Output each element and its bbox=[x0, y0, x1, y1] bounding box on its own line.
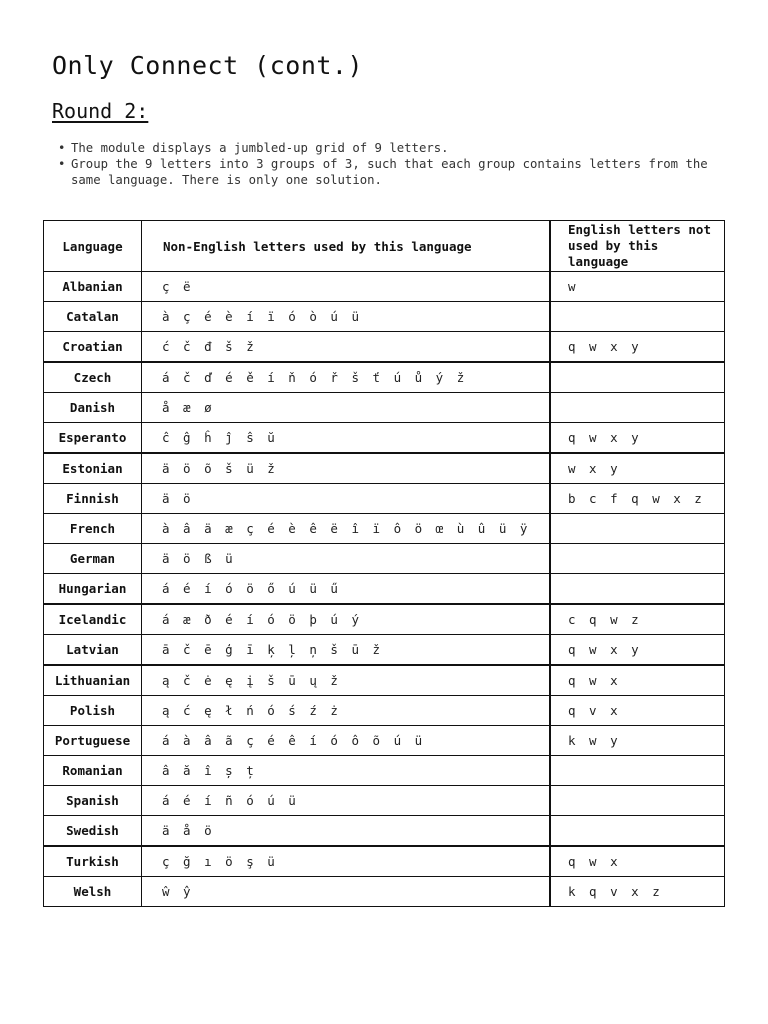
table-row bbox=[44, 877, 725, 907]
table-body bbox=[44, 272, 725, 907]
table-row bbox=[44, 574, 725, 605]
column-header-english-letters-not-used: English letters not used by this language bbox=[550, 221, 725, 272]
non-english-letters-cell: á č ď é ě í ň ó ř š ť ú ů ý ž bbox=[142, 362, 551, 393]
english-letters-not-used-cell: w x y bbox=[550, 453, 725, 484]
table-row bbox=[44, 362, 725, 393]
non-english-letters-cell: ä ö ß ü bbox=[142, 544, 551, 574]
english-letters-not-used-cell: k q v x z bbox=[550, 877, 725, 907]
english-letters-not-used-cell: q v x bbox=[550, 696, 725, 726]
table-row bbox=[44, 453, 725, 484]
english-letters-not-used-cell bbox=[550, 816, 725, 847]
non-english-letters-cell: á æ ð é í ó ö þ ú ý bbox=[142, 604, 551, 635]
table-row bbox=[44, 756, 725, 786]
table-row bbox=[44, 302, 725, 332]
non-english-letters-cell: ä å ö bbox=[142, 816, 551, 847]
language-name-cell: Welsh bbox=[44, 877, 142, 907]
non-english-letters-cell: à â ä æ ç é è ê ë î ï ô ö œ ù û ü ÿ bbox=[142, 514, 551, 544]
language-name-cell: Swedish bbox=[44, 816, 142, 847]
language-name-cell: Lithuanian bbox=[44, 665, 142, 696]
table-row bbox=[44, 423, 725, 454]
language-name-cell: Latvian bbox=[44, 635, 142, 666]
non-english-letters-cell: á à â ã ç é ê í ó ô õ ú ü bbox=[142, 726, 551, 756]
table-row bbox=[44, 635, 725, 666]
english-letters-not-used-cell bbox=[550, 756, 725, 786]
table-row bbox=[44, 786, 725, 816]
non-english-letters-cell: ç ğ ı ö ş ü bbox=[142, 846, 551, 877]
language-name-cell: Catalan bbox=[44, 302, 142, 332]
language-name-cell: Hungarian bbox=[44, 574, 142, 605]
english-letters-not-used-cell: b c f q w x z bbox=[550, 484, 725, 514]
non-english-letters-cell: ć č đ š ž bbox=[142, 332, 551, 363]
english-letters-not-used-cell bbox=[550, 574, 725, 605]
non-english-letters-cell: ŵ ŷ bbox=[142, 877, 551, 907]
english-letters-not-used-cell bbox=[550, 544, 725, 574]
rule-item: • Group the 9 letters into 3 groups of 3, such that each group contains letters from the same language. There is only one solution. bbox=[56, 156, 724, 188]
table-row bbox=[44, 484, 725, 514]
english-letters-not-used-cell: q w x y bbox=[550, 635, 725, 666]
non-english-letters-cell: ä ö õ š ü ž bbox=[142, 453, 551, 484]
page-title: Only Connect (cont.) bbox=[52, 51, 364, 80]
language-name-cell: Polish bbox=[44, 696, 142, 726]
table-row bbox=[44, 846, 725, 877]
language-name-cell: Danish bbox=[44, 393, 142, 423]
table-row bbox=[44, 393, 725, 423]
english-letters-not-used-cell: q w x bbox=[550, 846, 725, 877]
table-row bbox=[44, 272, 725, 302]
language-name-cell: French bbox=[44, 514, 142, 544]
english-letters-not-used-cell bbox=[550, 786, 725, 816]
language-name-cell: Albanian bbox=[44, 272, 142, 302]
language-name-cell: Estonian bbox=[44, 453, 142, 484]
table-row bbox=[44, 816, 725, 847]
language-name-cell: Portuguese bbox=[44, 726, 142, 756]
language-name-cell: Romanian bbox=[44, 756, 142, 786]
round-heading: Round 2: bbox=[52, 99, 149, 123]
language-name-cell: Esperanto bbox=[44, 423, 142, 454]
table-row bbox=[44, 726, 725, 756]
english-letters-not-used-cell: w bbox=[550, 272, 725, 302]
non-english-letters-cell: á é í ñ ó ú ü bbox=[142, 786, 551, 816]
table-row bbox=[44, 696, 725, 726]
column-header-language: Language bbox=[44, 221, 142, 272]
language-name-cell: Icelandic bbox=[44, 604, 142, 635]
table-row bbox=[44, 332, 725, 363]
language-name-cell: German bbox=[44, 544, 142, 574]
english-letters-not-used-cell: c q w z bbox=[550, 604, 725, 635]
language-name-cell: Finnish bbox=[44, 484, 142, 514]
non-english-letters-cell: ç ë bbox=[142, 272, 551, 302]
rules-list bbox=[56, 140, 724, 188]
table-row bbox=[44, 544, 725, 574]
english-letters-not-used-cell bbox=[550, 393, 725, 423]
non-english-letters-cell: ą č ė ę į š ū ų ž bbox=[142, 665, 551, 696]
english-letters-not-used-cell: q w x y bbox=[550, 332, 725, 363]
table-header-row bbox=[44, 221, 725, 272]
table-row bbox=[44, 665, 725, 696]
language-name-cell: Spanish bbox=[44, 786, 142, 816]
non-english-letters-cell: ā č ē ģ ī ķ ļ ņ š ū ž bbox=[142, 635, 551, 666]
english-letters-not-used-cell bbox=[550, 514, 725, 544]
language-name-cell: Croatian bbox=[44, 332, 142, 363]
non-english-letters-cell: ą ć ę ł ń ó ś ź ż bbox=[142, 696, 551, 726]
english-letters-not-used-cell bbox=[550, 302, 725, 332]
non-english-letters-cell: â ă î ș ț bbox=[142, 756, 551, 786]
column-header-non-english-letters: Non-English letters used by this language bbox=[142, 221, 551, 272]
non-english-letters-cell: å æ ø bbox=[142, 393, 551, 423]
rule-item: • The module displays a jumbled-up grid of 9 letters. bbox=[56, 140, 724, 156]
english-letters-not-used-cell: q w x y bbox=[550, 423, 725, 454]
language-letters-table bbox=[43, 220, 725, 907]
non-english-letters-cell: ĉ ĝ ĥ ĵ ŝ ŭ bbox=[142, 423, 551, 454]
table-row bbox=[44, 604, 725, 635]
table-row bbox=[44, 514, 725, 544]
language-name-cell: Turkish bbox=[44, 846, 142, 877]
english-letters-not-used-cell bbox=[550, 362, 725, 393]
non-english-letters-cell: á é í ó ö ő ú ü ű bbox=[142, 574, 551, 605]
english-letters-not-used-cell: q w x bbox=[550, 665, 725, 696]
english-letters-not-used-cell: k w y bbox=[550, 726, 725, 756]
non-english-letters-cell: ä ö bbox=[142, 484, 551, 514]
language-name-cell: Czech bbox=[44, 362, 142, 393]
non-english-letters-cell: à ç é è í ï ó ò ú ü bbox=[142, 302, 551, 332]
